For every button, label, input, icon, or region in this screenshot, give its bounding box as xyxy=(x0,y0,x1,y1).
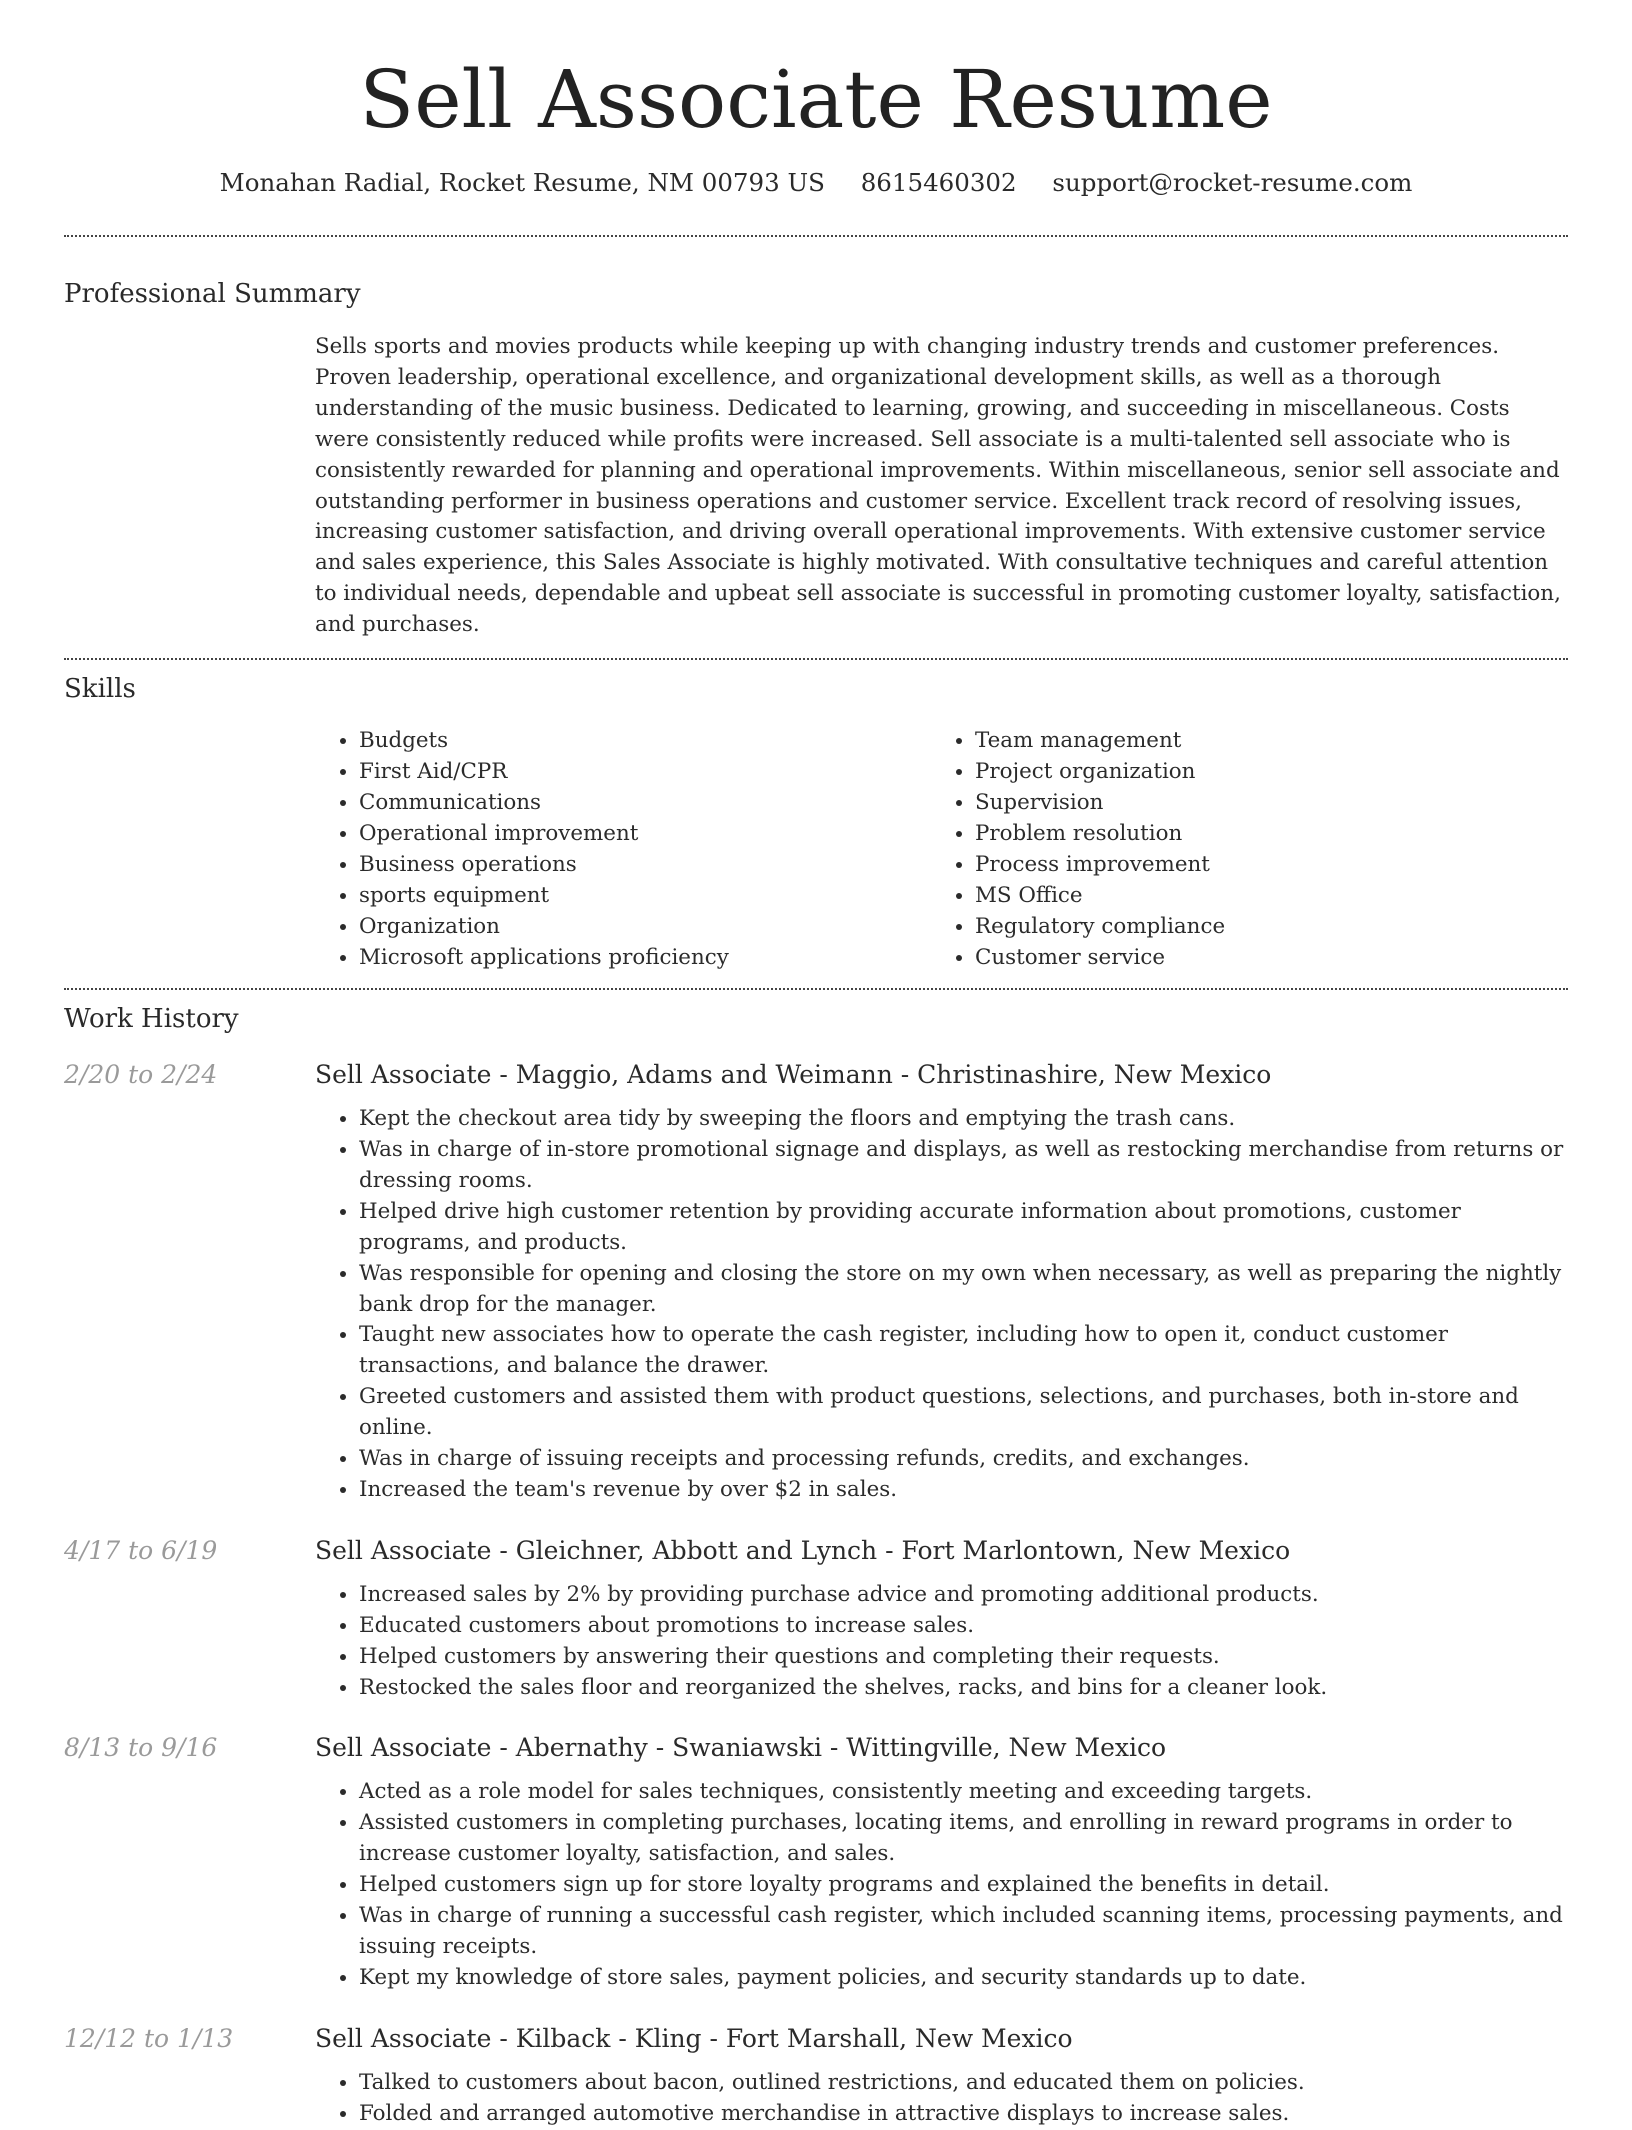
job-bullet: • Talked to customers about bacon, outlined restrictions, and educated them on policies. xyxy=(359,2068,1568,2099)
job-bullet: • Helped drive high customer retention by providing accurate information about promotions, customer programs, and products. xyxy=(359,1197,1568,1259)
contact-phone: 8615460302 xyxy=(860,168,1017,197)
job-bullet: • Greeted customers and assisted them with product questions, selections, and purchases, both in-store and online. xyxy=(359,1382,1568,1444)
job-title: Sell Associate - Abernathy - Swaniawski - Wittingville, New Mexico xyxy=(315,1733,1167,1763)
skill-item: • Project organization xyxy=(975,756,1547,787)
job-entry xyxy=(64,1731,1568,1993)
section-divider xyxy=(64,658,1568,660)
job-title: Sell Associate - Gleichner, Abbott and Lynch - Fort Marlontown, New Mexico xyxy=(315,1535,1291,1565)
work-history-section xyxy=(64,1002,1568,2130)
job-bullet: • Was responsible for opening and closing the store on my own when necessary, as well as preparing the nightly bank drop for the manager. xyxy=(359,1259,1568,1321)
skill-item: • Regulatory compliance xyxy=(975,911,1547,942)
skills-section xyxy=(64,672,1568,973)
skill-item: • Problem resolution xyxy=(975,818,1547,849)
skill-item: • Process improvement xyxy=(975,849,1547,880)
skills-heading: Skills xyxy=(64,674,136,705)
skill-item: • Budgets xyxy=(359,725,931,756)
resume-page xyxy=(64,0,1568,2130)
contact-address: Monahan Radial, Rocket Resume, NM 00793 US xyxy=(219,168,825,197)
job-bullet: • Helped customers sign up for store loyalty programs and explained the benefits in detail. xyxy=(359,1870,1568,1901)
contact-email: support@rocket-resume.com xyxy=(1052,168,1413,197)
job-bullet: • Assisted customers in completing purchases, locating items, and enrolling in reward programs in order to increase customer loyalty, satisfaction, and sales. xyxy=(359,1808,1568,1870)
skills-column-left xyxy=(315,725,931,973)
work-history-heading: Work History xyxy=(64,1004,239,1035)
skills-column-right xyxy=(931,725,1547,973)
job-dates: 8/13 to 9/16 xyxy=(64,1733,218,1763)
section-divider xyxy=(64,988,1568,990)
skill-item: • Organization xyxy=(359,911,931,942)
job-dates: 12/12 to 1/13 xyxy=(64,2023,234,2053)
skill-item: • sports equipment xyxy=(359,880,931,911)
job-bullet: • Taught new associates how to operate the cash register, including how to open it, conduct customer transactions, and balance the drawer. xyxy=(359,1320,1568,1382)
job-bullet: • Kept my knowledge of store sales, payment policies, and security standards up to date. xyxy=(359,1963,1568,1994)
skill-item: • Supervision xyxy=(975,787,1547,818)
skill-item: • MS Office xyxy=(975,880,1547,911)
job-bullet: • Kept the checkout area tidy by sweeping the floors and emptying the trash cans. xyxy=(359,1104,1568,1135)
job-bullet: • Was in charge of running a successful cash register, which included scanning items, processing payments, and issuing receipts. xyxy=(359,1901,1568,1963)
job-bullet: • Acted as a role model for sales techniques, consistently meeting and exceeding targets. xyxy=(359,1777,1568,1808)
skill-item: • Customer service xyxy=(975,942,1547,973)
skill-item: • Team management xyxy=(975,725,1547,756)
skill-item: • Operational improvement xyxy=(359,818,931,849)
skills-list xyxy=(315,725,1568,973)
job-bullets xyxy=(315,1777,1568,1993)
job-dates: 4/17 to 6/19 xyxy=(64,1535,218,1565)
job-bullet: • Folded and arranged automotive merchandise in attractive displays to increase sales. xyxy=(359,2099,1568,2130)
job-entry xyxy=(64,1058,1568,1506)
contact-line xyxy=(64,166,1568,200)
skill-item: • Microsoft applications proficiency xyxy=(359,942,931,973)
page-title: Sell Associate Resume xyxy=(359,53,1273,146)
job-bullet: • Restocked the sales floor and reorganized the shelves, racks, and bins for a cleaner look. xyxy=(359,1673,1568,1704)
skill-item: • Communications xyxy=(359,787,931,818)
summary-text: Sells sports and movies products while keeping up with changing industry trends and customer preferences. Proven leadership, operational excellence, and organizational development skills, as well as a thorough understanding of the music business. Dedicated to learning, growing, and succeeding in miscellaneous. Costs were consistently reduced while profits were increased. Sell associate is a multi-talented sell associate who is consistently rewarded for planning and operational improvements. Within miscellaneous, senior sell associate and outstanding performer in business operations and customer service. Excellent track record of resolving issues, increasing customer satisfaction, and driving overall operational improvements. With extensive customer service and sales experience, this Sales Associate is highly motivated. With consultative techniques and careful attention to individual needs, dependable and upbeat sell associate is successful in promoting customer loyalty, satisfaction, and purchases. xyxy=(315,334,1561,638)
job-bullets xyxy=(315,2068,1568,2130)
job-bullet: • Increased sales by 2% by providing purchase advice and promoting additional products. xyxy=(359,1580,1568,1611)
skill-item: • Business operations xyxy=(359,849,931,880)
skill-item: • First Aid/CPR xyxy=(359,756,931,787)
job-bullet: • Was in charge of issuing receipts and processing refunds, credits, and exchanges. xyxy=(359,1444,1568,1475)
job-title: Sell Associate - Maggio, Adams and Weimann - Christinashire, New Mexico xyxy=(315,1060,1272,1090)
job-bullets xyxy=(315,1580,1568,1704)
job-entry xyxy=(64,1534,1568,1704)
job-bullet: • Helped customers by answering their questions and completing their requests. xyxy=(359,1642,1568,1673)
job-title: Sell Associate - Kilback - Kling - Fort Marshall, New Mexico xyxy=(315,2023,1073,2053)
summary-heading: Professional Summary xyxy=(64,279,361,309)
job-bullet: • Educated customers about promotions to increase sales. xyxy=(359,1611,1568,1642)
job-bullet: • Was in charge of in-store promotional signage and displays, as well as restocking merchandise from returns or dressing rooms. xyxy=(359,1135,1568,1197)
job-bullets xyxy=(315,1104,1568,1506)
summary-section xyxy=(64,277,1568,641)
section-divider xyxy=(64,235,1568,237)
job-dates: 2/20 to 2/24 xyxy=(64,1060,218,1090)
job-bullet: • Increased the team's revenue by over $2 in sales. xyxy=(359,1475,1568,1506)
job-entry xyxy=(64,2022,1568,2130)
